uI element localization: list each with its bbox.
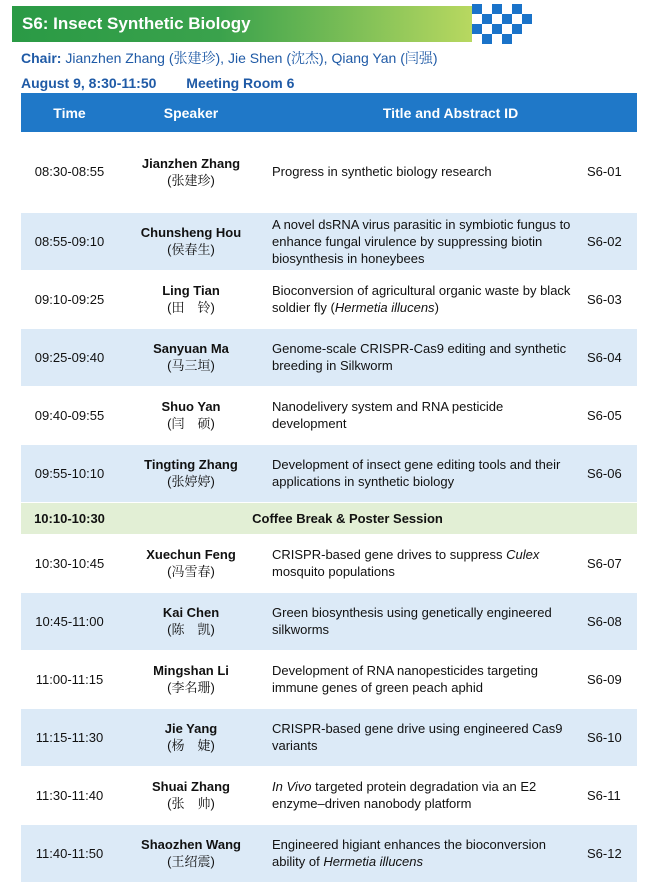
talk-time: 08:55-09:10 — [34, 233, 105, 249]
abstract-id: S6-07 — [587, 555, 622, 571]
talk-time: 11:15-11:30 — [35, 729, 104, 745]
abstract-id: S6-03 — [587, 291, 622, 307]
speaker-cell — [118, 444, 264, 502]
abstract-id: S6-11 — [587, 787, 621, 803]
talk-time: 11:00-11:15 — [35, 671, 104, 687]
speaker-chinese-name: (侯春生) — [167, 242, 215, 257]
speaker-name: Shaozhen Wang — [141, 837, 241, 852]
talk-row — [21, 766, 637, 824]
talk-time: 09:55-10:10 — [34, 465, 105, 481]
talk-title: CRISPR-based gene drive using engineered Cas9 variants — [272, 721, 563, 753]
speaker-chinese-name: (张婷婷) — [167, 474, 215, 489]
speaker-cell — [118, 766, 264, 824]
speaker-chinese-name: (闫 硕) — [167, 416, 215, 431]
talk-row — [21, 824, 637, 882]
speaker-name: Jianzhen Zhang — [141, 155, 241, 171]
speaker-cell — [118, 132, 264, 212]
talk-row — [21, 270, 637, 328]
break-row — [21, 502, 637, 534]
abstract-id: S6-09 — [587, 671, 622, 687]
session-chairs — [21, 48, 438, 68]
talk-time: 11:40-11:50 — [35, 845, 104, 861]
talk-row — [21, 708, 637, 766]
talk-title: Nanodelivery system and RNA pesticide development — [272, 399, 504, 431]
schedule-table — [21, 93, 637, 883]
break-label: Coffee Break & Poster Session — [252, 510, 443, 526]
speaker-cell — [118, 592, 264, 650]
talk-row — [21, 650, 637, 708]
header-time: Time — [21, 93, 118, 132]
speaker-cell — [118, 534, 264, 592]
speaker-cell — [118, 212, 264, 270]
abstract-id: S6-12 — [587, 845, 622, 861]
talk-time: 11:30-11:40 — [35, 787, 104, 803]
break-time: 10:10-10:30 — [34, 510, 105, 526]
speaker-name: Tingting Zhang — [144, 457, 238, 472]
speaker-name: Chunsheng Hou — [140, 225, 242, 240]
abstract-id: S6-08 — [587, 613, 622, 629]
talk-row — [21, 444, 637, 502]
talk-row — [21, 132, 637, 212]
schedule-body — [21, 132, 637, 882]
talk-time: 09:10-09:25 — [34, 291, 105, 307]
talk-title: CRISPR-based gene drives to suppress Culex mosquito populations — [272, 547, 540, 579]
talk-title: In Vivo targeted protein degradation via an E2 enzyme–driven nanobody platform — [272, 779, 537, 811]
session-banner — [12, 6, 472, 42]
talk-title: Genome-scale CRISPR-Cas9 editing and synthetic breeding in Silkworm — [272, 341, 567, 373]
abstract-id: S6-06 — [587, 465, 622, 481]
session-room: Meeting Room 6 — [186, 75, 295, 91]
abstract-id: S6-04 — [587, 349, 622, 365]
session-date-room — [21, 75, 294, 91]
speaker-name: Xuechun Feng — [146, 547, 236, 562]
abstract-id: S6-05 — [587, 407, 622, 423]
speaker-name: Sanyuan Ma — [153, 341, 229, 356]
chair-label: Chair: — [21, 50, 62, 66]
speaker-name: Shuo Yan — [161, 399, 221, 414]
speaker-cell — [118, 708, 264, 766]
speaker-chinese-name: (陈 凯) — [167, 622, 215, 637]
speaker-name: Mingshan Li — [153, 663, 229, 678]
speaker-chinese-name: (杨 婕) — [167, 738, 215, 753]
checker-pattern-logo — [472, 4, 532, 44]
speaker-name: Ling Tian — [162, 283, 220, 298]
speaker-cell — [118, 824, 264, 882]
speaker-name: Kai Chen — [162, 605, 220, 620]
talk-time: 09:25-09:40 — [34, 349, 105, 365]
talk-title: Engineered higiant enhances the bioconversion ability of Hermetia illucens — [272, 837, 546, 869]
speaker-cell — [118, 328, 264, 386]
session-title: S6: Insect Synthetic Biology — [22, 14, 251, 33]
schedule-header-row — [21, 93, 637, 132]
abstract-id: S6-02 — [587, 233, 622, 249]
talk-time: 09:40-09:55 — [34, 407, 105, 423]
talk-row — [21, 328, 637, 386]
speaker-chinese-name: (马三垣) — [167, 358, 215, 373]
talk-time: 10:30-10:45 — [34, 555, 105, 571]
talk-time: 08:30-08:55 — [34, 164, 105, 180]
talk-title: Development of insect gene editing tools and their applications in synthetic biology — [272, 457, 561, 489]
talk-time: 10:45-11:00 — [35, 613, 104, 629]
talk-title: Bioconversion of agricultural organic waste by black soldier fly (Hermetia illucens) — [272, 283, 571, 315]
speaker-chinese-name: (张建珍) — [167, 172, 215, 188]
talk-row — [21, 212, 637, 270]
talk-row — [21, 592, 637, 650]
speaker-name: Jie Yang — [164, 721, 218, 736]
abstract-id: S6-01 — [587, 164, 622, 180]
talk-title: Development of RNA nanopesticides targeting immune genes of green peach aphid — [272, 663, 538, 695]
talk-row — [21, 534, 637, 592]
speaker-chinese-name: (田 铃) — [167, 300, 215, 315]
header-speaker: Speaker — [118, 93, 264, 132]
speaker-chinese-name: (王绍震) — [167, 854, 215, 869]
talk-title: A novel dsRNA virus parasitic in symbiotic fungus to enhance fungal virulence by suppressing biotin biosynthesis in honeybees — [272, 216, 571, 266]
speaker-cell — [118, 386, 264, 444]
speaker-chinese-name: (李名珊) — [167, 680, 215, 695]
speaker-cell — [118, 270, 264, 328]
speaker-name: Shuai Zhang — [152, 779, 230, 794]
talk-title: Green biosynthesis using genetically engineered silkworms — [272, 605, 552, 637]
speaker-cell — [118, 650, 264, 708]
abstract-id: S6-10 — [587, 729, 622, 745]
chair-names: Jianzhen Zhang (张建珍), Jie Shen (沈杰), Qiang Yan (闫强) — [65, 50, 438, 66]
speaker-chinese-name: (张 帅) — [167, 796, 215, 811]
speaker-chinese-name: (冯雪春) — [167, 564, 215, 579]
talk-row — [21, 386, 637, 444]
talk-title: Progress in synthetic biology research — [272, 164, 492, 180]
header-title-id: Title and Abstract ID — [264, 93, 637, 132]
session-date-time: August 9, 8:30-11:50 — [21, 75, 157, 91]
